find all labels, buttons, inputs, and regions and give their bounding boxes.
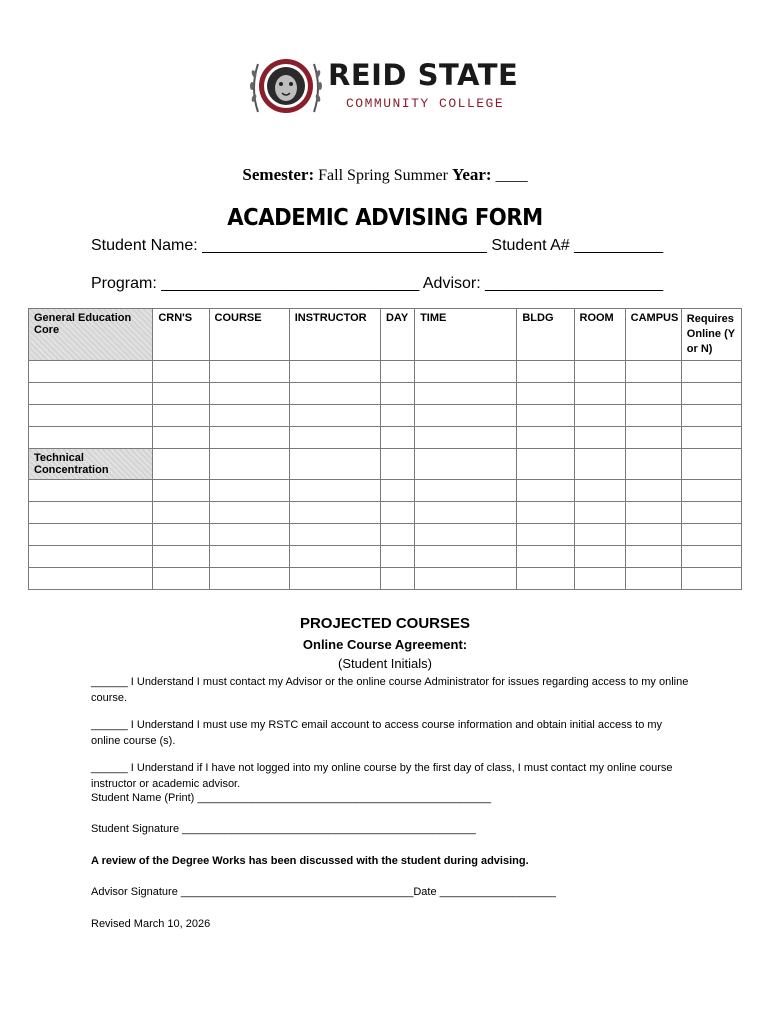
table-cell[interactable] <box>153 502 209 524</box>
table-cell[interactable] <box>681 524 741 546</box>
year-blank: ____ <box>495 167 528 184</box>
table-cell[interactable] <box>574 405 625 427</box>
table-cell[interactable] <box>681 427 741 449</box>
table-cell[interactable] <box>209 383 289 405</box>
table-cell[interactable] <box>574 568 625 590</box>
table-row <box>29 383 742 405</box>
table-cell[interactable] <box>574 480 625 502</box>
table-cell[interactable] <box>209 449 289 480</box>
table-cell[interactable] <box>625 361 681 383</box>
table-cell[interactable] <box>153 524 209 546</box>
advisor-label: Advisor: <box>422 275 481 292</box>
table-cell[interactable] <box>415 480 517 502</box>
table-cell[interactable] <box>380 502 414 524</box>
technical-concentration-row <box>29 449 742 480</box>
col-crns: CRN'S <box>153 309 209 361</box>
col-day: DAY <box>380 309 414 361</box>
table-cell[interactable] <box>380 568 414 590</box>
table-cell[interactable] <box>681 568 741 590</box>
table-cell[interactable] <box>415 502 517 524</box>
col-room: ROOM <box>574 309 625 361</box>
table-cell[interactable] <box>517 502 574 524</box>
col-course: COURSE <box>209 309 289 361</box>
table-cell[interactable] <box>415 361 517 383</box>
online-agreement-title: Online Course Agreement: <box>302 637 468 652</box>
agreement-item-3: ______ I Understand if I have not logged into my online course by the first day of class, I must contact my online course instructor or academic advisor. <box>91 762 673 790</box>
table-cell[interactable] <box>625 480 681 502</box>
student-signature-line[interactable]: Student Signature ________________________________________________ <box>91 823 476 835</box>
general-education-rows <box>29 361 742 449</box>
table-cell[interactable] <box>289 480 380 502</box>
table-cell[interactable] <box>380 405 414 427</box>
table-cell[interactable] <box>209 427 289 449</box>
student-name-print-line[interactable]: Student Name (Print) ________________________________________________ <box>91 792 492 804</box>
table-cell[interactable] <box>380 361 414 383</box>
table-row <box>29 524 742 546</box>
table-cell[interactable] <box>681 361 741 383</box>
table-cell[interactable] <box>625 502 681 524</box>
table-cell[interactable] <box>574 502 625 524</box>
table-cell[interactable] <box>209 502 289 524</box>
table-cell[interactable] <box>289 502 380 524</box>
table-cell[interactable] <box>625 383 681 405</box>
table-cell[interactable] <box>289 427 380 449</box>
advising-table <box>28 308 742 590</box>
program-label: Program: <box>91 275 157 292</box>
table-cell[interactable] <box>289 405 380 427</box>
technical-concentration-rows <box>29 480 742 590</box>
table-row <box>29 405 742 427</box>
student-number-label: Student A# <box>491 237 570 254</box>
table-cell[interactable] <box>289 383 380 405</box>
table-cell[interactable] <box>517 383 574 405</box>
table-cell[interactable] <box>29 568 153 590</box>
table-cell[interactable] <box>517 524 574 546</box>
student-line <box>91 237 663 255</box>
form-title: ACADEMIC ADVISING FORM <box>227 205 543 231</box>
table-cell[interactable] <box>625 546 681 568</box>
table-cell[interactable] <box>625 524 681 546</box>
table-cell[interactable] <box>380 546 414 568</box>
table-cell[interactable] <box>29 427 153 449</box>
table-cell[interactable] <box>153 405 209 427</box>
student-initials-label: (Student Initials) <box>338 656 432 671</box>
table-row <box>29 361 742 383</box>
table-cell[interactable] <box>380 449 414 480</box>
table-row <box>29 502 742 524</box>
table-cell[interactable] <box>625 427 681 449</box>
table-cell[interactable] <box>153 427 209 449</box>
table-cell[interactable] <box>625 568 681 590</box>
degree-works-review-note: A review of the Degree Works has been discussed with the student during advising. <box>91 855 529 867</box>
table-row <box>29 427 742 449</box>
table-cell[interactable] <box>681 449 741 480</box>
table-cell[interactable] <box>153 568 209 590</box>
table-cell[interactable] <box>29 524 153 546</box>
table-cell[interactable] <box>289 361 380 383</box>
logo-college-subtitle: COMMUNITY COLLEGE <box>346 96 505 111</box>
student-name-field[interactable]: ________________________________ <box>202 237 487 254</box>
table-cell[interactable] <box>29 502 153 524</box>
table-cell[interactable] <box>517 568 574 590</box>
table-cell[interactable] <box>380 427 414 449</box>
table-cell[interactable] <box>574 449 625 480</box>
table-header-row <box>29 309 742 361</box>
col-instructor: INSTRUCTOR <box>289 309 380 361</box>
table-cell[interactable] <box>415 427 517 449</box>
agreement-item-1: ______ I Understand I must contact my Advisor or the online course Administrator for issues regarding access to my online course. <box>91 676 689 704</box>
semester-line <box>0 165 770 185</box>
table-cell[interactable] <box>415 449 517 480</box>
table-cell[interactable] <box>681 383 741 405</box>
table-cell[interactable] <box>681 546 741 568</box>
table-cell[interactable] <box>153 361 209 383</box>
table-cell[interactable] <box>415 546 517 568</box>
table-cell[interactable] <box>415 383 517 405</box>
table-cell[interactable] <box>380 524 414 546</box>
table-cell[interactable] <box>574 427 625 449</box>
table-cell[interactable] <box>517 546 574 568</box>
table-cell[interactable] <box>681 405 741 427</box>
semester-options: Fall Spring Summer <box>318 167 448 184</box>
col-general-education-core: General Education Core <box>29 309 153 361</box>
table-cell[interactable] <box>517 427 574 449</box>
logo-college-name: REID STATE <box>328 58 519 92</box>
table-cell[interactable] <box>153 383 209 405</box>
table-cell[interactable] <box>574 524 625 546</box>
table-cell[interactable] <box>415 568 517 590</box>
table-row <box>29 546 742 568</box>
table-cell[interactable] <box>209 361 289 383</box>
table-cell[interactable] <box>517 405 574 427</box>
table-row <box>29 480 742 502</box>
table-cell[interactable] <box>153 546 209 568</box>
table-cell[interactable] <box>29 546 153 568</box>
table-cell[interactable] <box>153 480 209 502</box>
table-cell[interactable] <box>209 405 289 427</box>
table-cell[interactable] <box>625 405 681 427</box>
program-line <box>91 275 663 293</box>
table-cell[interactable] <box>681 480 741 502</box>
table-cell[interactable] <box>415 524 517 546</box>
table-cell[interactable] <box>574 361 625 383</box>
table-cell[interactable] <box>574 546 625 568</box>
program-field[interactable]: _____________________________ <box>161 275 420 292</box>
table-row <box>29 568 742 590</box>
table-cell[interactable] <box>209 546 289 568</box>
table-cell[interactable] <box>289 524 380 546</box>
advisor-signature-line[interactable]: Advisor Signature ______________________________________Date ___________________ <box>91 886 556 898</box>
col-bldg: BLDG <box>517 309 574 361</box>
agreement-item-2: ______ I Understand I must use my RSTC email account to access course information and obtain initial access to my online course (s). <box>91 719 663 747</box>
table-cell[interactable] <box>415 405 517 427</box>
col-requires-online: Requires Online (Y or N) <box>681 309 741 361</box>
table-cell[interactable] <box>29 383 153 405</box>
col-campus: CAMPUS <box>625 309 681 361</box>
year-label: Year: <box>451 165 492 184</box>
table-cell[interactable] <box>380 383 414 405</box>
semester-label: Semester: <box>242 165 315 184</box>
projected-courses-heading: PROJECTED COURSES <box>299 615 471 632</box>
table-cell[interactable] <box>517 361 574 383</box>
lion-crest-icon <box>246 54 326 120</box>
table-cell[interactable] <box>29 480 153 502</box>
revised-date: Revised March 10, 2026 <box>91 918 211 930</box>
student-number-field[interactable]: __________ <box>574 237 664 254</box>
table-cell[interactable] <box>209 480 289 502</box>
table-cell[interactable] <box>29 361 153 383</box>
student-name-label: Student Name: <box>91 237 198 254</box>
table-cell[interactable] <box>681 502 741 524</box>
table-cell[interactable] <box>209 524 289 546</box>
table-cell[interactable] <box>153 449 209 480</box>
college-logo <box>246 54 526 120</box>
table-cell[interactable] <box>209 568 289 590</box>
table-cell[interactable] <box>517 449 574 480</box>
col-time: TIME <box>415 309 517 361</box>
table-cell[interactable] <box>625 449 681 480</box>
table-cell[interactable] <box>517 480 574 502</box>
table-cell[interactable] <box>574 383 625 405</box>
table-cell[interactable] <box>289 449 380 480</box>
table-cell[interactable] <box>380 480 414 502</box>
table-cell[interactable] <box>289 568 380 590</box>
advisor-field[interactable]: ____________________ <box>485 275 664 292</box>
technical-concentration-label: Technical Concentration <box>29 449 153 480</box>
table-cell[interactable] <box>289 546 380 568</box>
table-cell[interactable] <box>29 405 153 427</box>
